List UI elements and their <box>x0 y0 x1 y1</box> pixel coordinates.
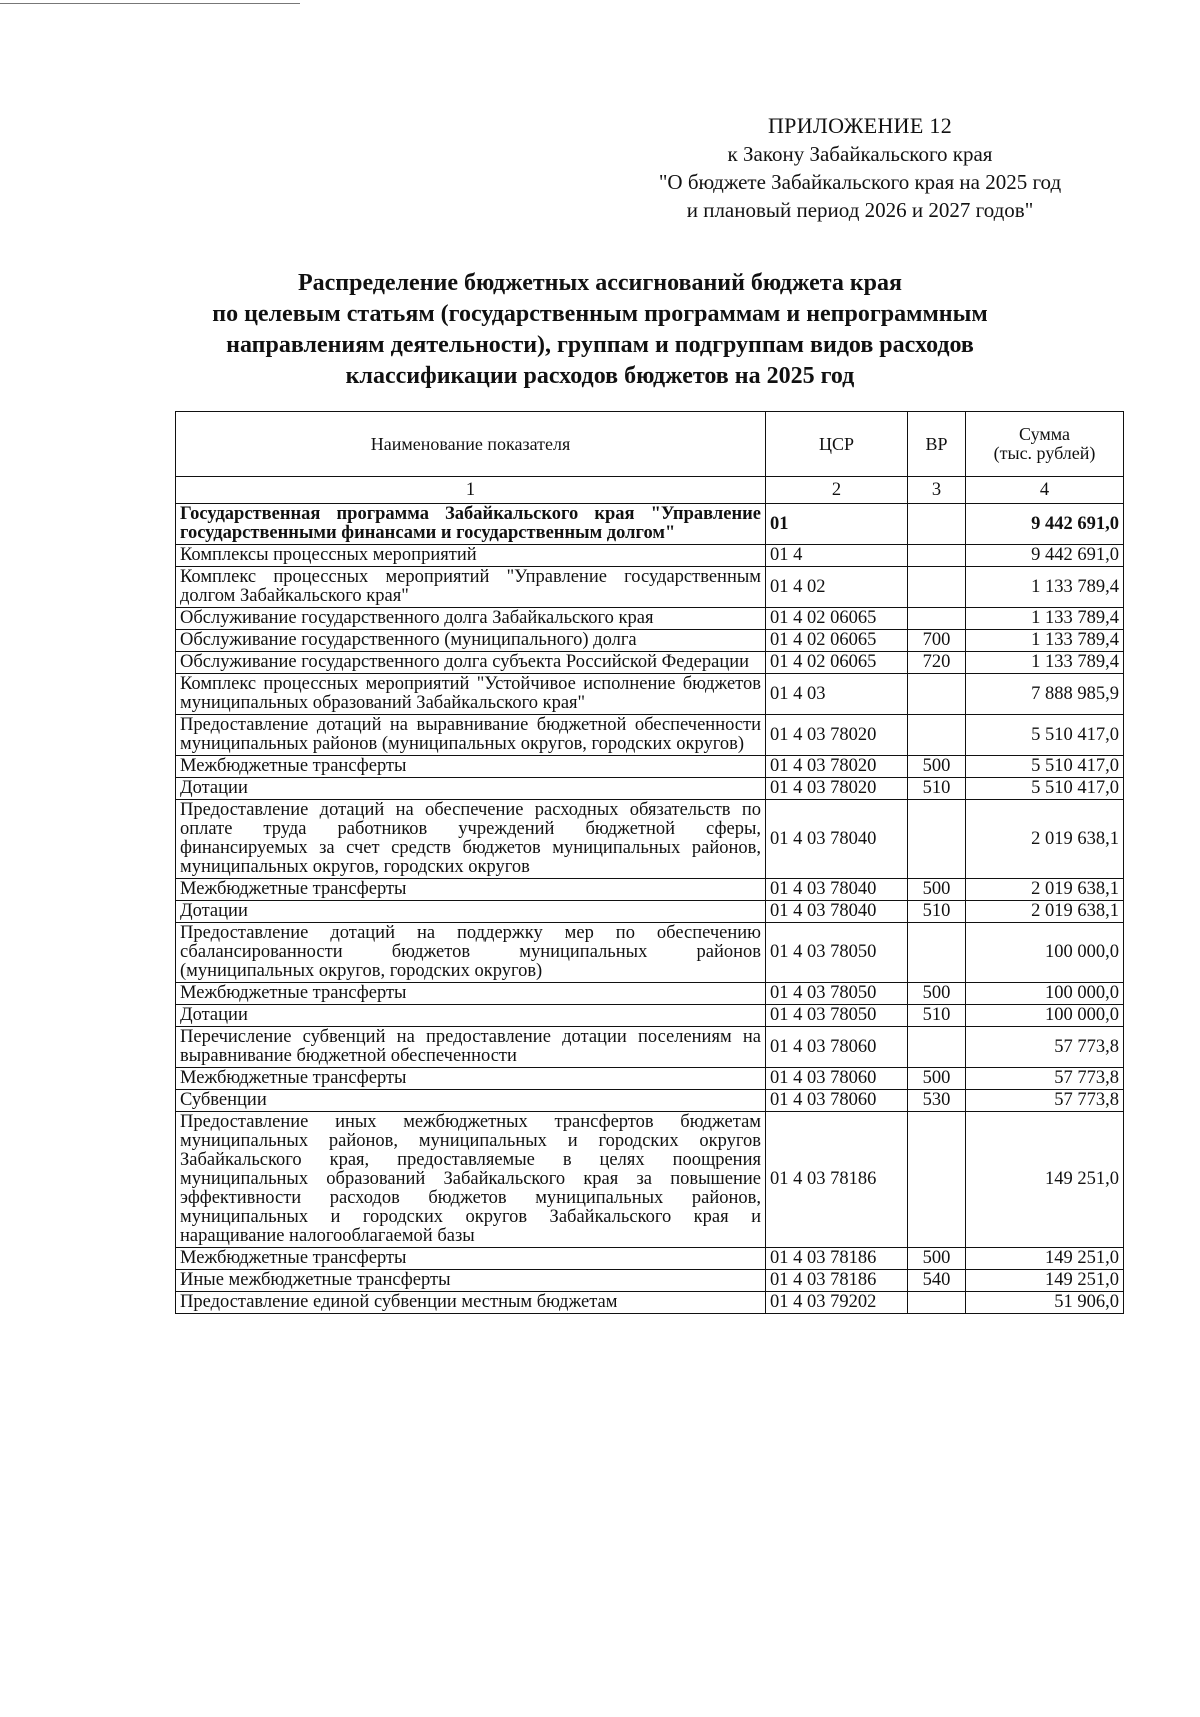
row-vr-cell: 720 <box>908 652 966 674</box>
row-vr-cell: 500 <box>908 983 966 1005</box>
row-csr-cell: 01 4 03 78040 <box>766 879 908 901</box>
row-csr-cell: 01 4 03 78040 <box>766 800 908 879</box>
table-row <box>176 1068 1124 1090</box>
row-name-cell: Дотации <box>176 1005 766 1027</box>
document-title-line-1: Распределение бюджетных ассигнований бюджета края <box>297 270 903 296</box>
row-name-cell: Дотации <box>176 901 766 923</box>
row-sum-cell: 9 442 691,0 <box>966 504 1124 545</box>
row-sum-cell: 51 906,0 <box>966 1292 1124 1314</box>
row-csr-cell: 01 4 03 78186 <box>766 1112 908 1248</box>
table-row <box>176 1027 1124 1068</box>
row-csr-cell: 01 4 03 78020 <box>766 756 908 778</box>
row-sum-cell: 100 000,0 <box>966 1005 1124 1027</box>
row-vr-cell <box>908 545 966 567</box>
table-row <box>176 800 1124 879</box>
appendix-line-2: "О бюджете Забайкальского края на 2025 год <box>658 170 1062 194</box>
row-name-cell: Иные межбюджетные трансферты <box>176 1270 766 1292</box>
table-row <box>176 1112 1124 1248</box>
row-sum-cell: 1 133 789,4 <box>966 652 1124 674</box>
column-number: 2 <box>766 477 908 504</box>
row-csr-cell: 01 4 02 06065 <box>766 652 908 674</box>
row-csr-cell: 01 4 03 78020 <box>766 778 908 800</box>
row-name-cell: Комплекс процессных мероприятий "Управление государственным долгом Забайкальского края" <box>176 567 766 608</box>
document-title <box>160 268 1040 392</box>
row-vr-cell: 500 <box>908 879 966 901</box>
row-vr-cell: 510 <box>908 901 966 923</box>
row-csr-cell: 01 4 03 78050 <box>766 983 908 1005</box>
row-name-cell: Обслуживание государственного долга субъекта Российской Федерации <box>176 652 766 674</box>
row-sum-cell: 5 510 417,0 <box>966 715 1124 756</box>
row-sum-cell: 5 510 417,0 <box>966 778 1124 800</box>
table-body <box>176 504 1124 1314</box>
document-title-line-3: направлениям деятельности), группам и подгруппам видов расходов <box>226 332 974 358</box>
scan-artifact-line <box>0 3 300 4</box>
row-csr-cell: 01 4 03 78050 <box>766 923 908 983</box>
row-name-cell: Межбюджетные трансферты <box>176 1068 766 1090</box>
row-sum-cell: 149 251,0 <box>966 1270 1124 1292</box>
row-csr-cell: 01 4 03 78050 <box>766 1005 908 1027</box>
row-name-cell: Предоставление дотаций на поддержку мер по обеспечению сбалансированности бюджетов муниципальных районов (муниципальных округов, городских округов) <box>176 923 766 983</box>
row-csr-cell: 01 4 03 78060 <box>766 1090 908 1112</box>
row-name-cell: Предоставление единой субвенции местным бюджетам <box>176 1292 766 1314</box>
row-vr-cell <box>908 608 966 630</box>
table-row <box>176 778 1124 800</box>
row-csr-cell: 01 4 03 78060 <box>766 1027 908 1068</box>
row-name-cell: Комплекс процессных мероприятий "Устойчивое исполнение бюджетов муниципальных образований Забайкальского края" <box>176 674 766 715</box>
table-row <box>176 674 1124 715</box>
row-name-cell: Перечисление субвенций на предоставление дотации поселениям на выравнивание бюджетной обеспеченности <box>176 1027 766 1068</box>
appendix-line-1: к Закону Забайкальского края <box>727 142 993 166</box>
row-vr-cell <box>908 504 966 545</box>
row-vr-cell <box>908 923 966 983</box>
row-csr-cell: 01 4 03 78040 <box>766 901 908 923</box>
table-row <box>176 756 1124 778</box>
row-sum-cell: 1 133 789,4 <box>966 630 1124 652</box>
header-sum-line-1: Сумма <box>1019 424 1070 444</box>
table-row <box>176 630 1124 652</box>
row-vr-cell: 530 <box>908 1090 966 1112</box>
row-vr-cell: 500 <box>908 1068 966 1090</box>
row-vr-cell: 510 <box>908 1005 966 1027</box>
row-name-cell: Комплексы процессных мероприятий <box>176 545 766 567</box>
row-sum-cell: 57 773,8 <box>966 1090 1124 1112</box>
row-sum-cell: 2 019 638,1 <box>966 800 1124 879</box>
row-vr-cell: 540 <box>908 1270 966 1292</box>
row-sum-cell: 1 133 789,4 <box>966 608 1124 630</box>
row-csr-cell: 01 4 <box>766 545 908 567</box>
row-name-cell: Межбюджетные трансферты <box>176 983 766 1005</box>
row-sum-cell: 100 000,0 <box>966 923 1124 983</box>
table-row <box>176 545 1124 567</box>
row-vr-cell <box>908 1027 966 1068</box>
row-sum-cell: 149 251,0 <box>966 1248 1124 1270</box>
table-row <box>176 1005 1124 1027</box>
header-name: Наименование показателя <box>176 412 766 477</box>
row-vr-cell: 510 <box>908 778 966 800</box>
row-name-cell: Межбюджетные трансферты <box>176 1248 766 1270</box>
table-row <box>176 879 1124 901</box>
table-row <box>176 1292 1124 1314</box>
table-row <box>176 1090 1124 1112</box>
row-vr-cell <box>908 1292 966 1314</box>
row-vr-cell: 500 <box>908 1248 966 1270</box>
row-vr-cell <box>908 715 966 756</box>
row-vr-cell <box>908 674 966 715</box>
row-sum-cell: 2 019 638,1 <box>966 901 1124 923</box>
table-row <box>176 504 1124 545</box>
row-sum-cell: 149 251,0 <box>966 1112 1124 1248</box>
row-sum-cell: 100 000,0 <box>966 983 1124 1005</box>
row-csr-cell: 01 4 02 06065 <box>766 608 908 630</box>
table-header-row <box>176 412 1124 477</box>
header-sum <box>966 412 1124 477</box>
row-name-cell: Обслуживание государственного долга Забайкальского края <box>176 608 766 630</box>
row-csr-cell: 01 4 03 79202 <box>766 1292 908 1314</box>
row-csr-cell: 01 4 02 06065 <box>766 630 908 652</box>
header-vr: ВР <box>908 412 966 477</box>
row-sum-cell: 57 773,8 <box>966 1068 1124 1090</box>
row-name-cell: Предоставление иных межбюджетных трансфертов бюджетам муниципальных районов, муниципальных и городских округов Забайкальского края, предоставляемые в целях поощрения муниципальных образований Забайкальского края за повышение эффективности расходов бюджетов муниципальных районов, муниципальных и городских округов Забайкальского края и наращивание налогооблагаемой базы <box>176 1112 766 1248</box>
row-sum-cell: 7 888 985,9 <box>966 674 1124 715</box>
row-name-cell: Предоставление дотаций на выравнивание бюджетной обеспеченности муниципальных районов (муниципальных округов, городских округов) <box>176 715 766 756</box>
row-vr-cell <box>908 1112 966 1248</box>
row-vr-cell <box>908 800 966 879</box>
row-csr-cell: 01 4 03 <box>766 674 908 715</box>
row-csr-cell: 01 4 02 <box>766 567 908 608</box>
row-vr-cell: 700 <box>908 630 966 652</box>
column-number: 3 <box>908 477 966 504</box>
row-name-cell: Межбюджетные трансферты <box>176 756 766 778</box>
appendix-header <box>620 112 1100 224</box>
table-row <box>176 923 1124 983</box>
row-sum-cell: 57 773,8 <box>966 1027 1124 1068</box>
row-csr-cell: 01 4 03 78020 <box>766 715 908 756</box>
row-name-cell: Обслуживание государственного (муниципального) долга <box>176 630 766 652</box>
row-vr-cell <box>908 567 966 608</box>
table-row <box>176 1248 1124 1270</box>
table-row <box>176 983 1124 1005</box>
row-csr-cell: 01 4 03 78186 <box>766 1270 908 1292</box>
row-vr-cell: 500 <box>908 756 966 778</box>
row-sum-cell: 9 442 691,0 <box>966 545 1124 567</box>
row-sum-cell: 5 510 417,0 <box>966 756 1124 778</box>
table-row <box>176 1270 1124 1292</box>
appendix-line-3: и плановый период 2026 и 2027 годов" <box>686 198 1034 222</box>
row-sum-cell: 2 019 638,1 <box>966 879 1124 901</box>
table-row <box>176 608 1124 630</box>
row-name-cell: Дотации <box>176 778 766 800</box>
row-name-cell: Субвенции <box>176 1090 766 1112</box>
header-sum-line-2: (тыс. рублей) <box>993 443 1096 463</box>
column-number: 1 <box>176 477 766 504</box>
appendix-title: ПРИЛОЖЕНИЕ 12 <box>767 113 953 138</box>
row-name-cell: Предоставление дотаций на обеспечение расходных обязательств по оплате труда работников учреждений бюджетной сферы, финансируемых за счет средств бюджетов муниципальных районов, муниципальных округов, городских округов <box>176 800 766 879</box>
row-sum-cell: 1 133 789,4 <box>966 567 1124 608</box>
table-row <box>176 901 1124 923</box>
table-row <box>176 715 1124 756</box>
row-name-cell: Государственная программа Забайкальского края "Управление государственными финансами и государственным долгом" <box>176 504 766 545</box>
column-number-row <box>176 477 1124 504</box>
row-name-cell: Межбюджетные трансферты <box>176 879 766 901</box>
document-title-line-2: по целевым статьям (государственным программам и непрограммным <box>212 301 988 327</box>
row-csr-cell: 01 4 03 78060 <box>766 1068 908 1090</box>
document-title-line-4: классификации расходов бюджетов на 2025 год <box>345 363 855 389</box>
header-csr: ЦСР <box>766 412 908 477</box>
table-row <box>176 567 1124 608</box>
budget-allocation-table <box>175 411 1124 1314</box>
row-csr-cell: 01 <box>766 504 908 545</box>
column-number: 4 <box>966 477 1124 504</box>
table-row <box>176 652 1124 674</box>
row-csr-cell: 01 4 03 78186 <box>766 1248 908 1270</box>
